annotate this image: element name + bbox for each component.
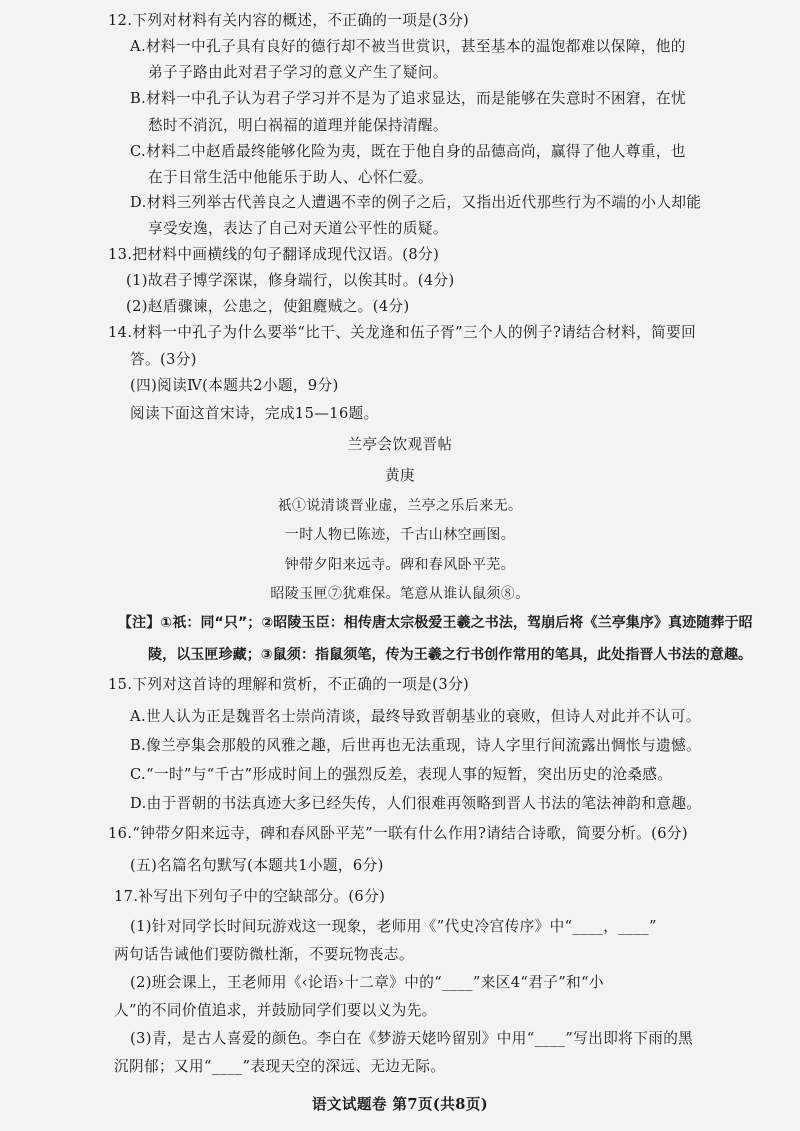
q13-stem: 13.把材料中画横线的句子翻译成现代汉语。(8分) [108, 246, 440, 263]
q15-stem: 15.下列对这首诗的理解和赏析，不正确的一项是(3分) [108, 676, 470, 693]
q12-option-c-line2: 在于日常生活中他能乐于助人、心怀仁爱。 [148, 169, 433, 186]
q12-option-d-line2: 享受安逸，表达了自己对天道公平性的质疑。 [148, 220, 448, 237]
q15-option-b: B.像兰亭集会那般的风雅之趣，后世再也无法重现，诗人字里行间流露出惆怅与遗憾。 [130, 737, 701, 754]
q12-option-d-line1: D.材料三列举古代善良之人遭遇不幸的例子之后，又指出近代那些行为不端的小人却能 [130, 194, 702, 211]
q16-stem: 16.“钟带夕阳来远寺，碑和春风卧平芜”一联有什么作用?请结合诗歌，简要分析。(6分) [108, 825, 689, 842]
q14-stem-line1: 14.材料一中孔子为什么要举“比干、关龙逄和伍子胥”三个人的例子?请结合材料，简要回 [108, 324, 697, 341]
q15-option-c: C.“一时”与“千古”形成时间上的强烈反差，表现人事的短暂，突出历史的沧桑感。 [130, 766, 673, 783]
q13-sentence-2: (2)赵盾骤谏，公患之，使鉏麑贼之。(4分) [126, 298, 410, 315]
q15-option-d: D.由于晋朝的书法真迹大多已经失传，人们很难再领略到晋人书法的笔法神韵和意趣。 [130, 795, 702, 812]
page-footer: 语文试题卷 第7页(共8页) [311, 1096, 489, 1113]
section-4-intro: 阅读下面这首宋诗，完成15—16题。 [130, 405, 379, 422]
poem-author: 黄庚 [385, 467, 415, 484]
q17-part2-line2: 人”的不同价值追求，并鼓励同学们要以义为先。 [114, 1002, 437, 1019]
poem-line-4: 昭陵玉匣⑦犹难保。笔意从谁认鼠须⑧。 [270, 586, 530, 602]
q17-part3-line2: 沉阴郁；又用“____”表现天空的深远、无边无际。 [114, 1058, 446, 1075]
section-5-title: (五)名篇名句默写(本题共1小题，6分) [130, 857, 384, 874]
q12-option-b-line2: 愁时不消沉，明白祸福的道理并能保持清醒。 [148, 117, 448, 134]
q17-part3-line1: (3)青，是古人喜爱的颜色。李白在《梦游天姥吟留别》中用“____”写出即将下雨的黑 [130, 1030, 694, 1047]
poem-title: 兰亭会饮观晋帖 [347, 436, 453, 453]
q15-option-a: A.世人认为正是魏晋名士崇尚清谈，最终导致晋朝基业的衰败，但诗人对此并不认可。 [130, 708, 701, 725]
poem-line-2: 一时人物已陈迹，千古山林空画图。 [284, 527, 516, 543]
poem-note-line2: 陵，以玉匣珍藏；③鼠须：指鼠须笔，传为王羲之行书创作常用的笔具，此处指晋人书法的意趣。 [148, 647, 753, 663]
q17-part1-line1: (1)针对同学长时间玩游戏这一现象，老师用《”代史冷宫传序》中“____，____” [130, 918, 657, 935]
poem-note-line1: 【注】①祇：同“只”；②昭陵玉臣：相传唐太宗极爱王羲之书法，驾崩后将《兰亭集序》真迹随葬于昭 [118, 615, 753, 631]
q17-part2-line1: (2)班会课上，王老师用《‹论语›十二章》中的“____”来区4“君子”和“小 [130, 974, 604, 991]
q17-part1-line2: 两句话告诫他们要防微杜渐，不要玩物丧志。 [114, 946, 414, 963]
q17-stem: 17.补写出下列句子中的空缺部分。(6分) [114, 888, 386, 905]
poem-line-1: 祇①说清谈晋业虚，兰亭之乐后来无。 [277, 498, 523, 514]
poem-line-3: 钟带夕阳来远寺。碑和春风卧平芜。 [284, 557, 516, 573]
q12-option-a-line1: A.材料一中孔子具有良好的德行却不被当世赏识，甚至基本的温饱都难以保障，他的 [130, 38, 686, 55]
q12-option-b-line1: B.材料一中孔子认为君子学习并不是为了追求显达，而是能够在失意时不困窘，在忧 [130, 90, 686, 107]
section-4-title: (四)阅读Ⅳ(本题共2小题，9分) [130, 377, 339, 394]
q12-stem: 12.下列对材料有关内容的概述，不正确的一项是(3分) [108, 12, 470, 29]
q12-option-c-line1: C.材料二中赵盾最终能够化险为夷，既在于他自身的品德高尚，赢得了他人尊重，也 [130, 143, 686, 160]
q13-sentence-1: (1)故君子博学深谋，修身端行，以俟其时。(4分) [126, 272, 455, 289]
q14-stem-line2: 答。(3分) [130, 351, 197, 368]
q12-option-a-line2: 弟子子路由此对君子学习的意义产生了疑问。 [148, 64, 448, 81]
